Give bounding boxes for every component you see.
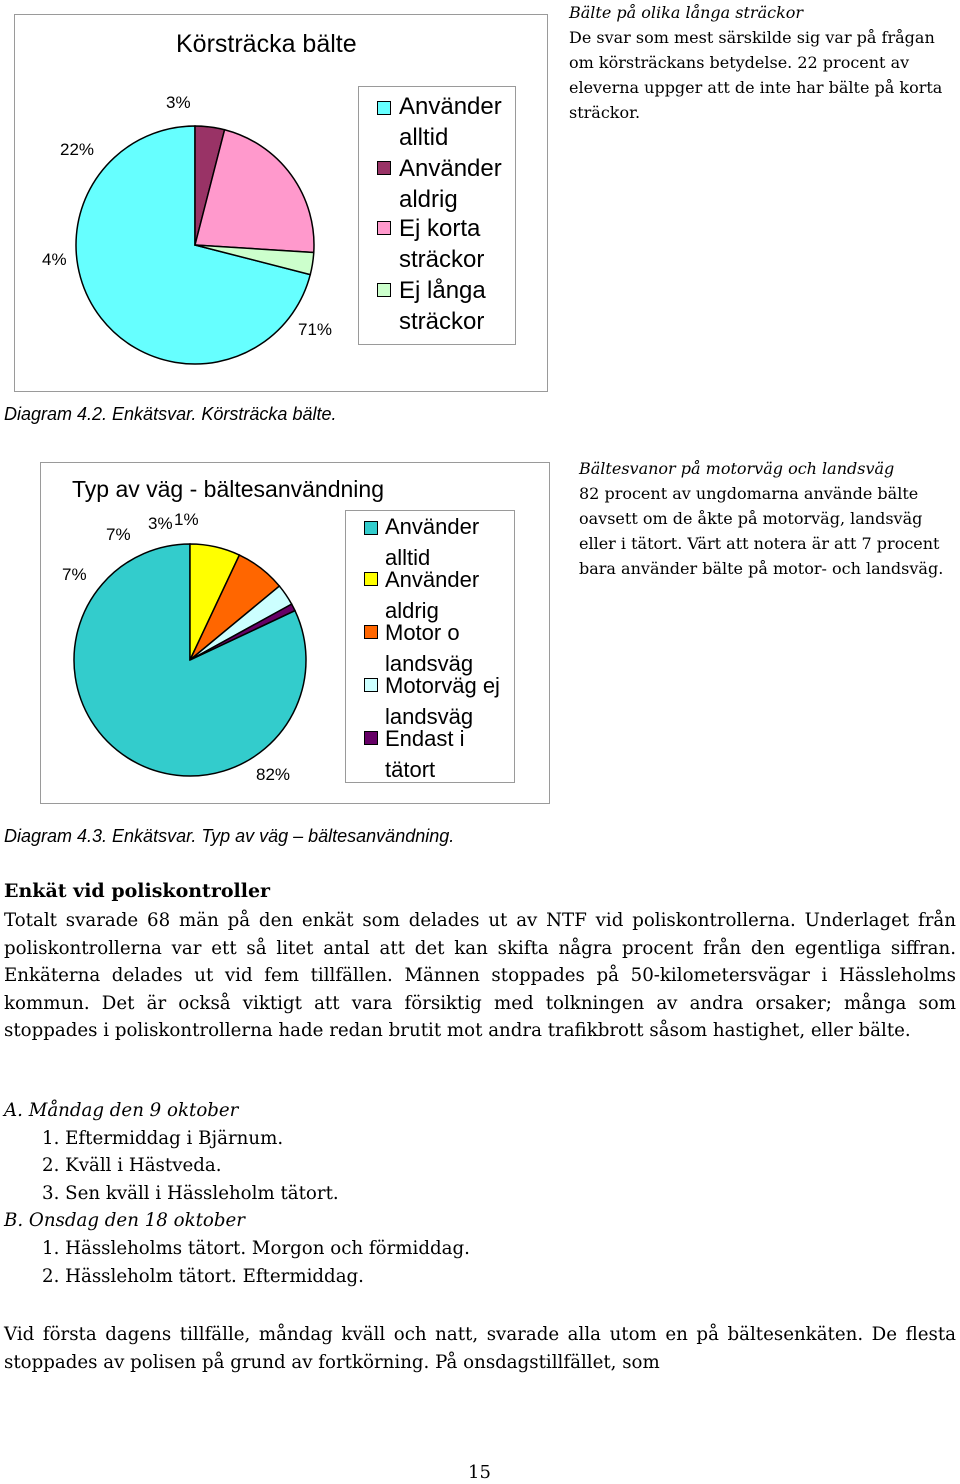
pie-label-motorvag-ej-landsvag: 3% xyxy=(148,514,173,533)
section-heading: Enkät vid poliskontroller xyxy=(4,880,271,902)
chart-title: Körsträcka bälte xyxy=(176,30,357,58)
list-group-label: A. Måndag den 9 oktober xyxy=(4,1100,239,1121)
list-item: 1. Hässleholms tätort. Morgon och förmiddag. xyxy=(42,1238,470,1259)
page-number: 15 xyxy=(468,1462,491,1483)
pie-label-ej-korta: 22% xyxy=(60,140,95,159)
closing-paragraph: Vid första dagens tillfälle, måndag kväll och natt, svarade alla utom en på bältesenkäten. De flesta stoppades av polisen på grund av fortkörning. På onsdagstillfället, som xyxy=(4,1324,956,1373)
list-item: 2. Hässleholm tätort. Eftermiddag. xyxy=(42,1266,364,1287)
legend-swatch xyxy=(364,572,378,586)
pie-label-aldrig: 4% xyxy=(42,250,67,269)
legend-label: Använder alltid xyxy=(399,93,502,151)
pie-label-alltid: 71% xyxy=(298,320,333,339)
legend-swatch xyxy=(377,101,391,115)
figure-caption: Diagram 4.3. Enkätsvar. Typ av väg – bältesanvändning. xyxy=(4,826,455,846)
legend-korstracka xyxy=(358,86,516,345)
legend-swatch xyxy=(377,283,391,297)
legend-swatch xyxy=(364,625,378,639)
legend-label: Ej korta sträckor xyxy=(399,215,485,273)
legend-typ-av-vag xyxy=(345,510,515,783)
legend-label: Motorväg ej landsväg xyxy=(385,673,500,729)
legend-swatch xyxy=(364,731,378,745)
section-paragraph: Totalt svarade 68 män på den enkät som delades ut av NTF vid poliskontrollerna. Underlaget från poliskontrollerna var ett så litet antal att det kan skifta några procent från den egentliga siffran. Enkäterna delades ut vid fem tillfällen. Männen stoppades på 50-kilometersvägar i Hässleholms kommun. Det är också viktigt att vara försiktig med tolkningen av andra orsaker; många som stoppades i poliskontrollerna hade redan brutit mot andra trafikbrott såsom hastighet, eller bälte. xyxy=(4,910,956,1041)
legend-label: Motor o landsväg xyxy=(385,620,474,676)
pie-label-endast-tatort: 1% xyxy=(174,510,199,529)
list-item: 1. Eftermiddag i Bjärnum. xyxy=(42,1128,284,1149)
legend-label: Använder aldrig xyxy=(399,155,502,213)
pie-chart-typ-av-vag xyxy=(70,540,310,780)
legend-swatch xyxy=(364,521,378,535)
sidebar-title: Bältesvanor på motorväg och landsväg xyxy=(579,459,895,478)
figure-caption: Diagram 4.2. Enkätsvar. Körsträcka bälte. xyxy=(4,404,337,424)
legend-label: Använder alltid xyxy=(385,514,480,570)
pie-label-ej-langa: 3% xyxy=(166,93,191,112)
sidebar-paragraph: De svar som mest särskilde sig var på frågan om körsträckans betydelse. 22 procent av eleverna uppger att de inte har bälte på korta sträckor. xyxy=(569,28,943,122)
list-group-label: B. Onsdag den 18 oktober xyxy=(4,1210,245,1231)
legend-swatch xyxy=(364,678,378,692)
list-item: 2. Kväll i Hästveda. xyxy=(42,1155,222,1176)
sidebar-paragraph: 82 procent av ungdomarna använde bälte oavsett om de åkte på motorväg, landsväg eller i tätort. Värt att notera är att 7 procent bara använder bälte på motor- och landsväg. xyxy=(579,484,944,578)
pie-label-alltid: 82% xyxy=(256,765,291,784)
pie-label-aldrig: 7% xyxy=(62,565,87,584)
legend-label: Använder aldrig xyxy=(385,567,480,623)
legend-swatch xyxy=(377,161,391,175)
legend-label: Endast i tätort xyxy=(385,726,465,782)
sidebar-text-typ-av-vag xyxy=(579,456,957,581)
pie-chart-korstracka xyxy=(60,120,333,370)
chart-title: Typ av väg - bältesanvändning xyxy=(72,476,384,502)
legend-label: Ej långa sträckor xyxy=(399,277,486,335)
list-item: 3. Sen kväll i Hässleholm tätort. xyxy=(42,1183,339,1204)
sidebar-text-korstracka xyxy=(569,0,957,125)
pie-label-motor-o-landsvag: 7% xyxy=(106,525,131,544)
sidebar-title: Bälte på olika långa sträckor xyxy=(569,3,804,22)
legend-swatch xyxy=(377,221,391,235)
